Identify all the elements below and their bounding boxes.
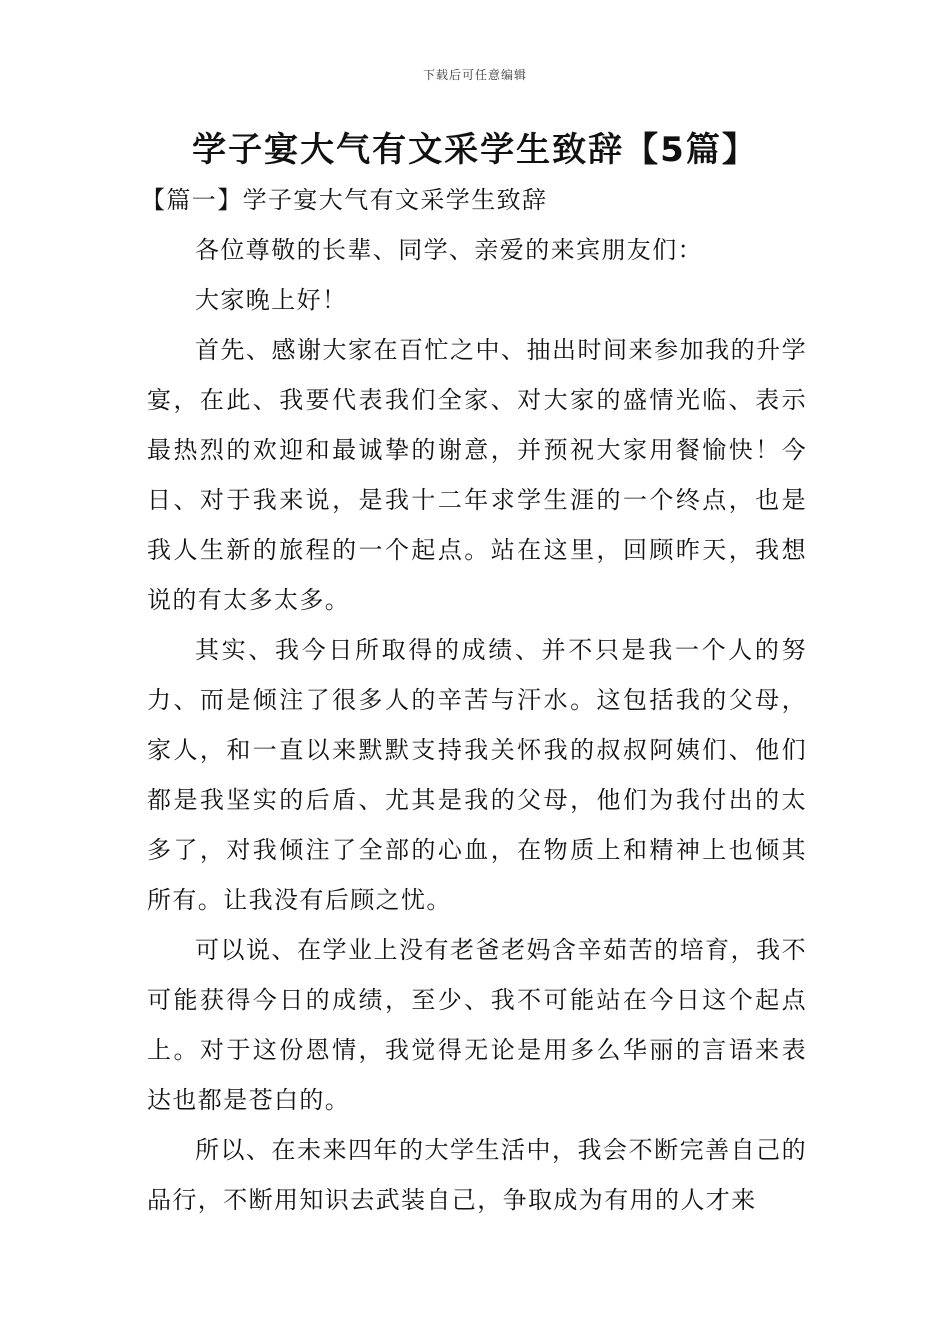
paragraph-gratitude: 其实、我今日所取得的成绩、并不只是我一个人的努力、而是倾注了很多人的辛苦与汗水。这包括我的父母，家人，和一直以来默默支持我关怀我的叔叔阿姨们、他们都是我坚实的后盾、尤其是我的父母，他们为我付出的太多了，对我倾注了全部的心血，在物质上和精神上也倾其所有。让我没有后顾之忧。 <box>147 636 807 914</box>
paragraph-salutation: 大家晚上好！ <box>195 286 348 314</box>
paragraph-thanks: 首先、感谢大家在百忙之中、抽出时间来参加我的升学宴，在此、我要代表我们全家、对大家的盛情光临、表示最热烈的欢迎和最诚挚的谢意，并预祝大家用餐愉快！今日、对于我来说，是我十二年求学生涯的一个终点，也是我人生新的旅程的一个起点。站在这里，回顾昨天，我想说的有太多太多。 <box>147 336 807 614</box>
header-note: 下载后可任意编辑 <box>422 68 527 82</box>
paragraph-future: 所以、在未来四年的大学生活中，我会不断完善自己的品行，不断用知识去武装自己，争取成为有用的人才来 <box>147 1136 807 1214</box>
paragraph-parents: 可以说、在学业上没有老爸老妈含辛茹苦的培育，我不可能获得今日的成绩，至少、我不可能站在今日这个起点上。对于这份恩情，我觉得无论是用多么华丽的言语来表达也都是苍白的。 <box>147 936 807 1114</box>
section-heading: 【篇一】学子宴大气有文采学生致辞 <box>141 186 548 214</box>
document-title: 学子宴大气有文采学生致辞【5篇】 <box>192 130 758 170</box>
document-body <box>141 175 807 1225</box>
paragraph-greeting: 各位尊敬的长辈、同学、亲爱的来宾朋友们： <box>195 236 703 264</box>
